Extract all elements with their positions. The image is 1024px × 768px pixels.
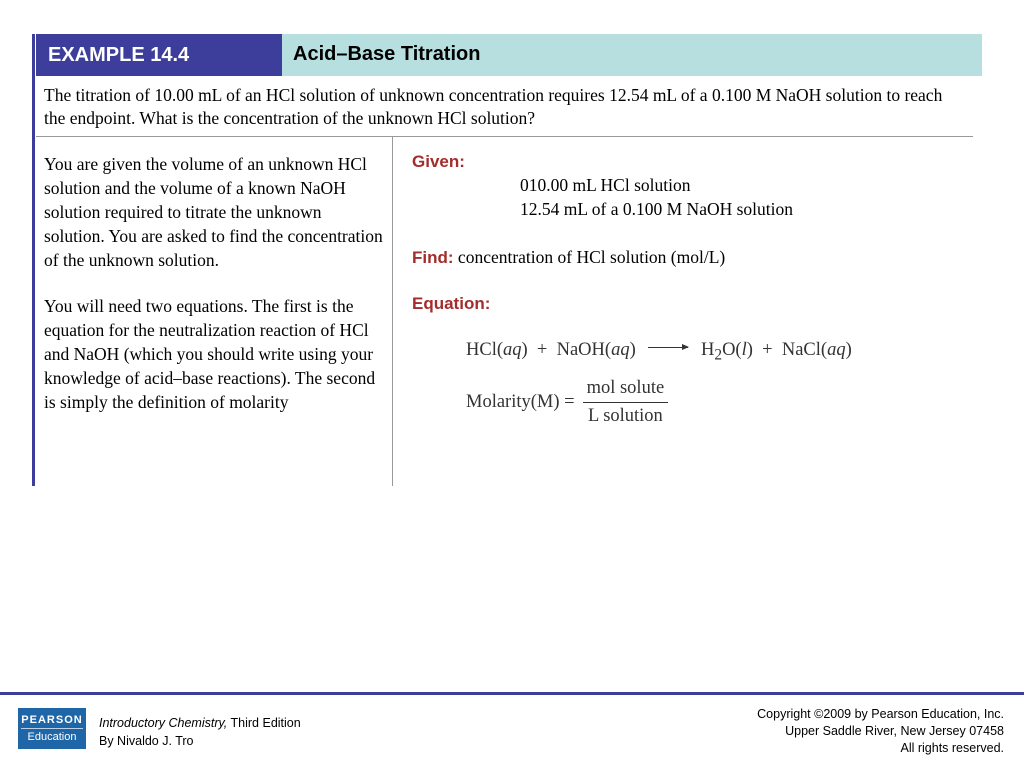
copyright-line: All rights reserved. (900, 741, 1004, 755)
molarity-lhs: Molarity(M) (466, 392, 560, 412)
book-credit (99, 714, 301, 750)
hcl-formula: HCl( (466, 340, 503, 360)
nacl-close: ) (845, 340, 852, 360)
book-author: By Nivaldo J. Tro (99, 734, 194, 748)
example-label: EXAMPLE 14.4 (36, 34, 282, 76)
water-close: ) (746, 340, 753, 360)
nacl-formula: NaCl( (781, 340, 828, 360)
fraction-numerator: mol solute (583, 378, 669, 403)
naoh-phase: aq (611, 340, 630, 360)
strategy-paragraph: You will need two equations. The first is the equation for the neutralization reaction of HCl and NaOH (which you should write using your knowledge of acid–base reactions). The second is simply the definition of molarity (44, 296, 376, 412)
find-row (412, 247, 725, 268)
problem-statement: The titration of 10.00 mL of an HCl solution of unknown concentration requires 12.54 mL of a 0.100 M NaOH solution to reach the endpoint. What is the concentration of the unknown HCl solution? (44, 85, 943, 128)
neutralization-equation (466, 340, 852, 365)
left-accent-rule (32, 34, 35, 486)
footer-rule (0, 692, 1024, 695)
reaction-arrow-icon (648, 347, 688, 348)
book-edition: Third Edition (227, 716, 301, 730)
given-label: Given: (412, 152, 465, 171)
find-text: concentration of HCl solution (mol/L) (457, 247, 726, 267)
vertical-divider (392, 137, 393, 486)
equation-label: Equation: (412, 294, 491, 313)
find-label: Find: (412, 248, 454, 267)
given-item: 010.00 mL HCl solution (520, 175, 691, 195)
molarity-equation (466, 378, 668, 427)
plus-sign: + (536, 340, 548, 360)
hcl-close: ) (521, 340, 528, 360)
copyright-line: Upper Saddle River, New Jersey 07458 (785, 724, 1004, 738)
horizontal-divider (36, 136, 973, 137)
copyright-line: Copyright ©2009 by Pearson Education, Inc. (757, 707, 1004, 721)
strategy-paragraph: You are given the volume of an unknown HCl solution and the volume of a known NaOH solution required to titrate the unknown solution. You are asked to find the concentration of the unknown solution. (44, 154, 383, 270)
water-h: H (700, 340, 715, 360)
nacl-phase: aq (827, 340, 846, 360)
pearson-logo (18, 708, 86, 749)
book-title: Introductory Chemistry, (99, 716, 228, 730)
naoh-formula: NaOH( (556, 340, 612, 360)
equals-sign: = (564, 392, 575, 412)
water-o: O( (722, 340, 742, 360)
water-subscript: 2 (714, 346, 723, 364)
logo-bottom-text: Education (27, 731, 77, 743)
plus-sign: + (762, 340, 773, 360)
copyright-notice (757, 706, 1004, 757)
naoh-close: ) (629, 340, 636, 360)
slide-title: Acid–Base Titration (282, 34, 982, 76)
strategy-text (44, 152, 384, 436)
logo-top-text: PEARSON (21, 714, 82, 729)
given-item: 12.54 mL of a 0.100 M NaOH solution (520, 199, 794, 219)
molarity-fraction (583, 378, 669, 427)
hcl-phase: aq (503, 340, 522, 360)
fraction-denominator: L solution (587, 406, 663, 426)
water-phase: l (741, 340, 747, 360)
